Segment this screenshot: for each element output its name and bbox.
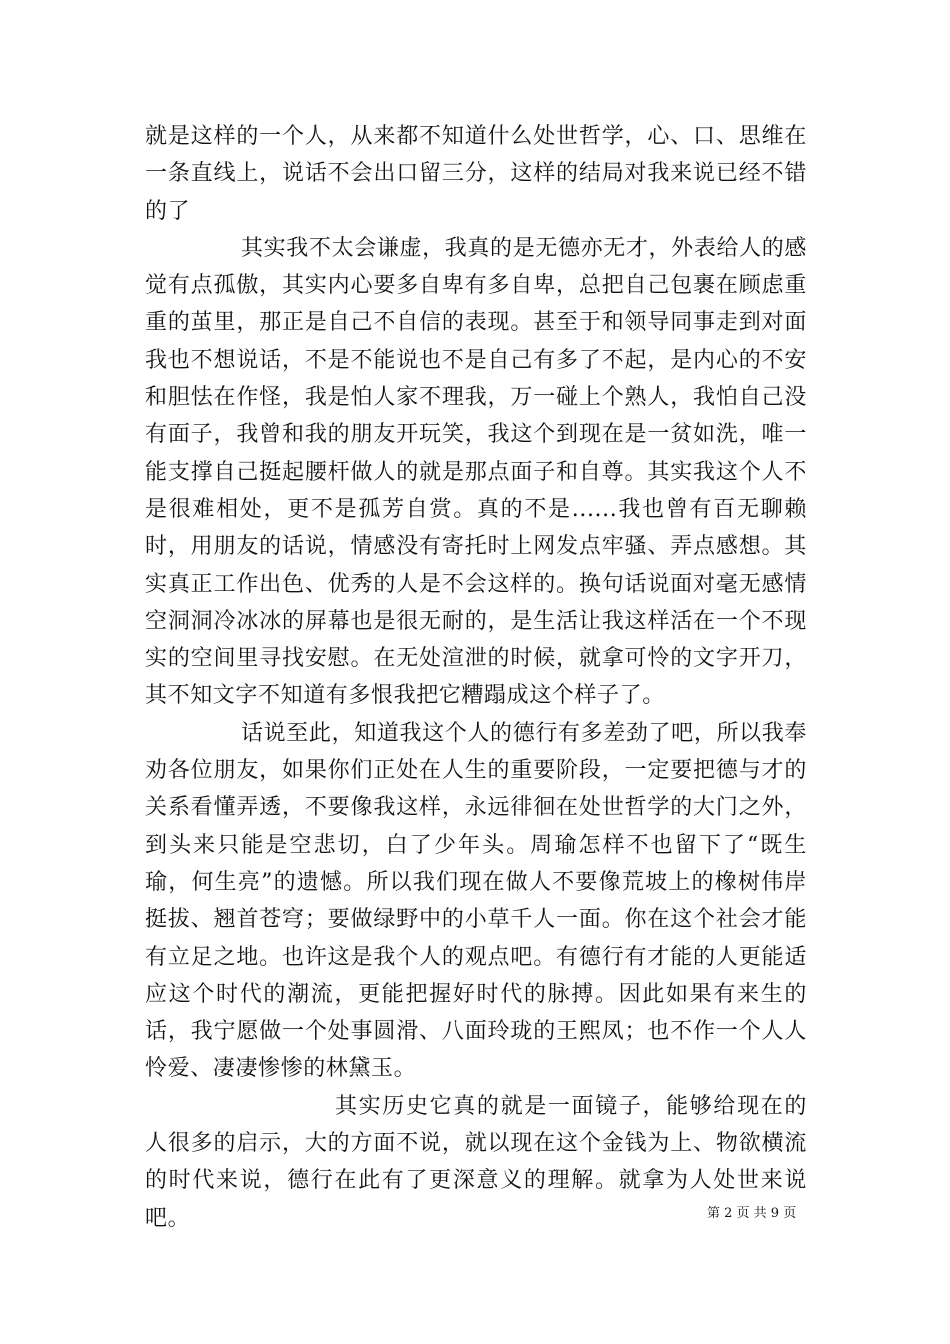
paragraph-4: 其实历史它真的就是一面镜子，能够给现在的人很多的启示，大的方面不说，就以现在这个金钱为上、物欲横流的时代来说，德行在此有了更深意义的理解。就拿为人处世来说吧。 xyxy=(145,1093,807,1231)
paragraph-3: 话说至此，知道我这个人的德行有多差劲了吧，所以我奉劝各位朋友，如果你们正处在人生的重要阶段，一定要把德与才的关系看懂弄透，不要像我这样，永远徘徊在处世哲学的大门之外，到头来只能是空悲切，白了少年头。周瑜怎样不也留下了“既生瑜，何生亮”的遗憾。所以我们现在做人不要像荒坡上的橡树伟岸挺拔、翘首苍穹；要做绿野中的小草千人一面。你在这个社会才能有立足之地。也许这是我个人的观点吧。有德行有才能的人更能适应这个时代的潮流，更能把握好时代的脉搏。因此如果有来生的话，我宁愿做一个处事圆滑、八面玲珑的王熙凤；也不作一个人人怜爱、凄凄惨惨的林黛玉。 xyxy=(145,720,807,1082)
paragraph-2: 其实我不太会谦虚，我真的是无德亦无才，外表给人的感觉有点孤傲，其实内心要多自卑有多自卑，总把自己包裹在顾虑重重的茧里，那正是自己不自信的表现。甚至于和领导同事走到对面我也不想说话，不是不能说也不是自己有多了不起，是内心的不安和胆怯在作怪，我是怕人家不理我，万一碰上个熟人，我怕自己没有面子，我曾和我的朋友开玩笑，我这个到现在是一贫如洗，唯一能支撑自己挺起腰杆做人的就是那点面子和自尊。其实我这个人不是很难相处，更不是孤芳自赏。真的不是......我也曾有百无聊赖时，用朋友的话说，情感没有寄托时上网发点牢骚、弄点感想。其实真正工作出色、优秀的人是不会这样的。换句话说面对毫无感情空洞洞冷冰冰的屏幕也是很无耐的，是生活让我这样活在一个不现实的空间里寻找安慰。在无处渲泄的时候，就拿可怜的文字开刀，其不知文字不知道有多恨我把它糟蹋成这个样子了。 xyxy=(145,235,807,709)
page-number-footer: 第 2 页 共 9 页 xyxy=(707,1206,797,1221)
paragraph-1: 就是这样的一个人，从来都不知道什么处世哲学，心、口、思维在一条直线上，说话不会出口留三分，这样的结局对我来说已经不错的了 xyxy=(145,124,807,224)
document-body xyxy=(145,118,807,1237)
